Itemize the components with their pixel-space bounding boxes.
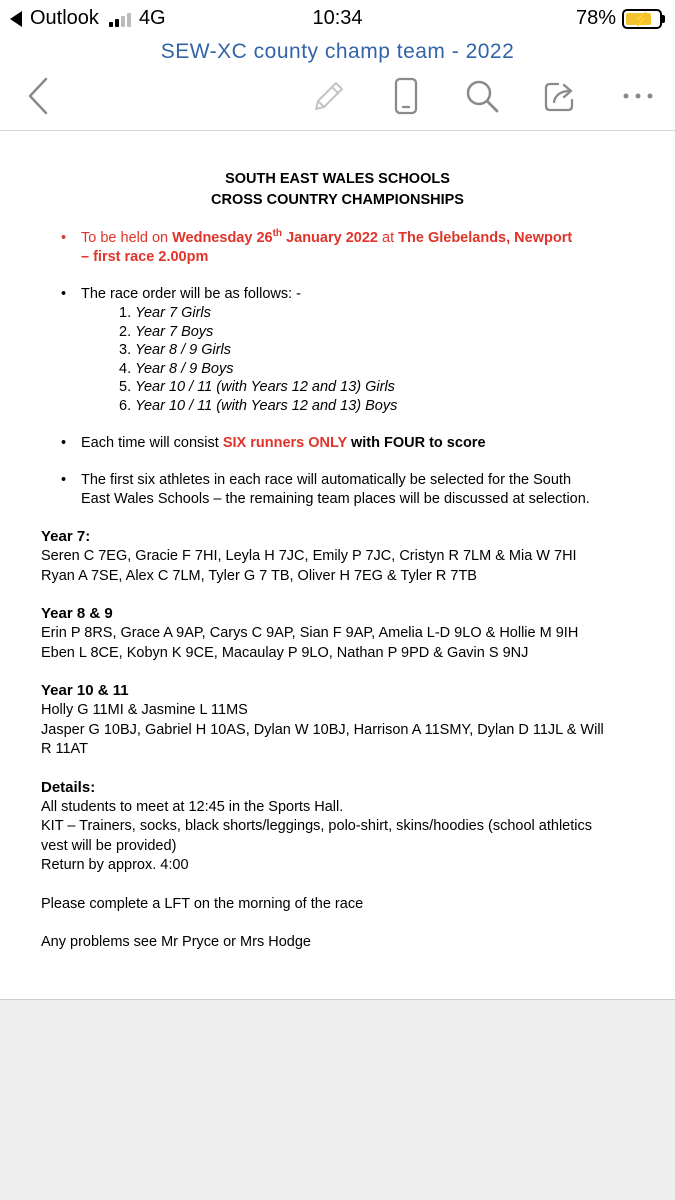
viewer-background [0, 1000, 675, 1200]
bullet-dot: • [61, 472, 67, 488]
venue-first-race: – first race 2.00pm [81, 249, 209, 265]
race-order-item: 5. Year 10 / 11 (with Years 12 and 13) Girls [119, 379, 395, 395]
share-icon [540, 76, 580, 116]
selection-line-2: East Wales Schools – the remaining team places will be discussed at selection. [81, 491, 590, 507]
race-order-list [119, 304, 641, 415]
more-icon [620, 90, 656, 102]
team-line: Erin P 8RS, Grace A 9AP, Carys C 9AP, Sian F 9AP, Amelia L-D 9LO & Hollie M 9IH [41, 625, 579, 641]
phone-view-button[interactable] [384, 74, 428, 118]
venue-location: The Glebelands, Newport [398, 230, 573, 246]
share-button[interactable] [538, 74, 582, 118]
section-title: Year 8 & 9 [41, 605, 113, 622]
pencil-icon [308, 76, 348, 116]
more-button[interactable] [616, 74, 660, 118]
bullet-venue [41, 229, 641, 267]
team-line: Eben L 8CE, Kobyn K 9CE, Macaulay P 9LO, Nathan P 9PD & Gavin S 9NJ [41, 644, 529, 661]
document-title: SEW-XC county champ team - 2022 [160, 40, 515, 63]
heading-line-2: CROSS COUNTRY CHAMPIONSHIPS [211, 192, 464, 208]
venue-text-at: at [377, 230, 399, 246]
search-button[interactable] [460, 74, 504, 118]
details-line: All students to meet at 12:45 in the Sports Hall. [41, 798, 344, 815]
bullet-team-size [41, 434, 641, 453]
heading-line-1: SOUTH EAST WALES SCHOOLS [225, 171, 450, 187]
race-order-intro: The race order will be as follows: - [81, 286, 301, 302]
section-year-8-9 [41, 604, 641, 663]
details-line: Return by approx. 4:00 [41, 857, 189, 873]
document-view[interactable] [0, 130, 675, 1000]
race-order-item: 6. Year 10 / 11 (with Years 12 and 13) Boys [119, 397, 398, 414]
bullet-dot: • [61, 286, 67, 302]
back-button[interactable] [16, 74, 60, 118]
battery-cap [662, 15, 665, 23]
venue-date-suffix: th [272, 228, 283, 240]
team-size-text: Each time will consist [81, 435, 223, 451]
team-line: Holly G 11MI & Jasmine L 11MS [41, 702, 248, 718]
venue-text-1: To be held on [81, 230, 173, 246]
network-type: 4G [138, 7, 166, 29]
section-title: Details: [41, 778, 96, 796]
venue-date-month: January 2022 [282, 230, 378, 246]
document-content [41, 169, 641, 953]
race-order-item: 1. Year 7 Girls [119, 305, 211, 321]
team-line: Ryan A 7SE, Alex C 7LM, Tyler G 7 TB, Oliver H 7EG & Tyler R 7TB [41, 567, 477, 584]
section-details [41, 778, 641, 953]
section-title: Year 10 & 11 [41, 682, 129, 699]
bullet-selection [41, 471, 641, 509]
charging-bolt-icon: ⚡ [633, 10, 651, 27]
details-line: Please complete a LFT on the morning of the race [41, 895, 364, 912]
team-line: Seren C 7EG, Gracie F 7HI, Leyla H 7JC, Emily P 7JC, Cristyn R 7LM & Mia W 7HI [41, 548, 577, 564]
edit-button[interactable] [306, 74, 350, 118]
bullet-dot: • [61, 435, 67, 451]
battery-indicator [576, 7, 665, 30]
details-line: Any problems see Mr Pryce or Mrs Hodge [41, 934, 311, 950]
phone-icon [391, 76, 421, 116]
battery-percent: 78% [575, 7, 616, 29]
team-size-highlight: SIX runners ONLY [222, 435, 347, 451]
race-order-item: 4. Year 8 / 9 Boys [119, 360, 234, 377]
details-line: vest will be provided) [41, 837, 177, 854]
section-year-10-11 [41, 681, 641, 760]
back-app-label: Outlook [30, 7, 99, 29]
battery-icon [622, 9, 662, 29]
bullet-race-order [41, 285, 641, 304]
team-size-score: with FOUR to score [346, 435, 486, 451]
status-time: 10:34 [312, 7, 363, 29]
venue-date: Wednesday 26 [172, 230, 273, 246]
race-order-item: 3. Year 8 / 9 Girls [119, 342, 232, 358]
section-title: Year 7: [41, 528, 91, 545]
chevron-left-icon [26, 76, 50, 116]
details-line: KIT – Trainers, socks, black shorts/leggings, polo-shirt, skins/hoodies (school athletics [41, 818, 592, 834]
status-bar [0, 0, 675, 38]
team-line: R 11AT [41, 741, 89, 757]
selection-line-1: The first six athletes in each race will automatically be selected for the South [81, 472, 572, 488]
search-icon [462, 76, 502, 116]
team-line: Jasper G 10BJ, Gabriel H 10AS, Dylan W 10BJ, Harrison A 11SMY, Dylan D 11JL & Will [41, 721, 604, 738]
toolbar [0, 70, 675, 122]
race-order-item: 2. Year 7 Boys [119, 323, 214, 340]
section-year-7 [41, 527, 641, 586]
bullet-dot: • [61, 230, 67, 246]
